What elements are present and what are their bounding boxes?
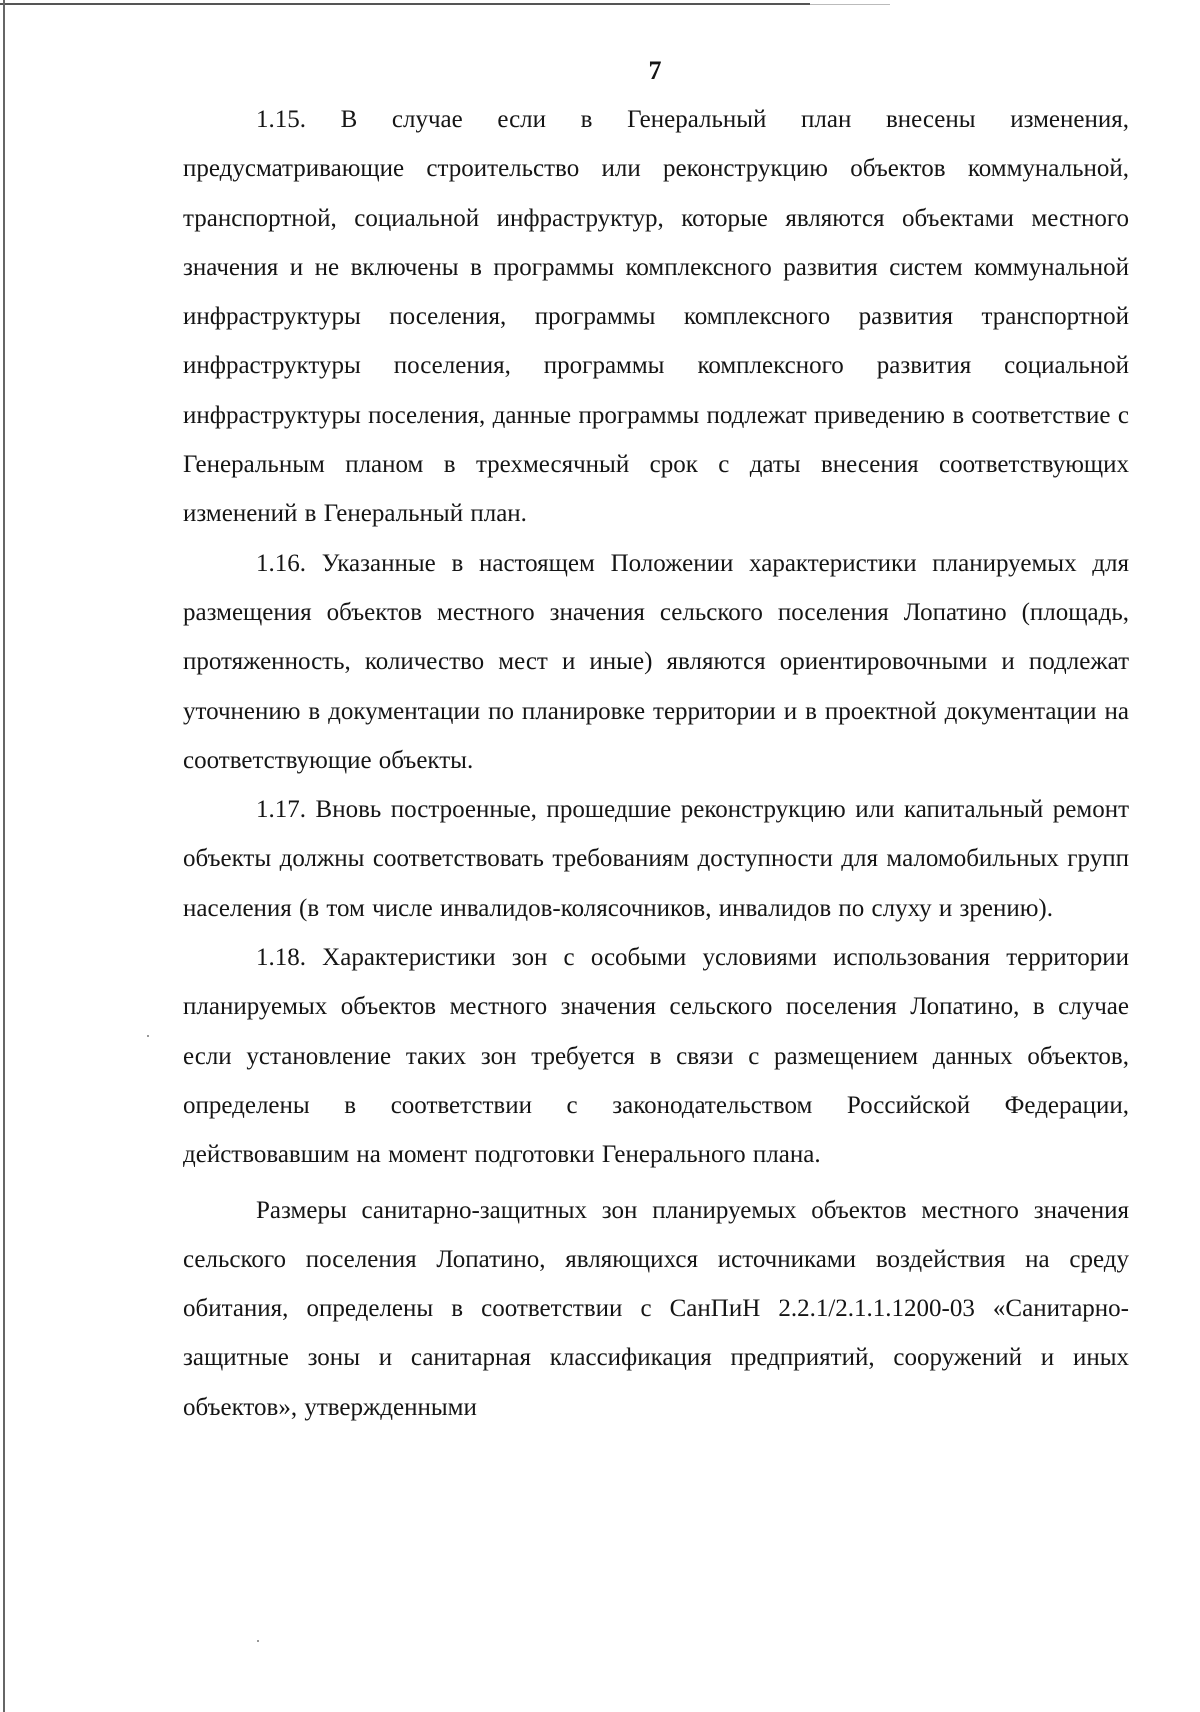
paragraph-1-15: 1.15. В случае если в Генеральный план внесены изменения, предусматривающие строительство или реконструкцию объектов коммунальной, транспортной, социальной инфраструктур, которые являются объектами местного значения и не включены в программы комплексного развития систем коммунальной инфраструктуры поселения, программы комплексного развития транспортной инфраструктуры поселения, программы комплексного развития социальной инфраструктуры поселения, данные программы подлежат приведению в соответствие с Генеральным планом в трехмесячный срок с даты внесения соответствующих изменений в Генеральный план. bbox=[183, 106, 1129, 528]
document-body bbox=[183, 95, 1129, 1432]
paragraph-sanitary-zones: Размеры санитарно-защитных зон планируемых объектов местного значения сельского поселения Лопатино, являющихся источниками воздействия на среду обитания, определены в соответствии с СанПиН 2.2.1/2.1.1.1200-03 «Санитарно-защитные зоны и санитарная классификация предприятий, сооружений и иных объектов», утвержденными bbox=[183, 1196, 1129, 1421]
scan-speck bbox=[147, 1035, 149, 1037]
paragraph-1-18: 1.18. Характеристики зон с особыми условиями использования территории планируемых объектов местного значения сельского поселения Лопатино, в случае если установление таких зон требуется в связи с размещением данных объектов, определены в соответствии с законодательством Российской Федерации, действовавшим на момент подготовки Генерального плана. bbox=[183, 944, 1129, 1169]
scan-speck bbox=[257, 1640, 259, 1642]
paragraph-1-17: 1.17. Вновь построенные, прошедшие реконструкцию или капитальный ремонт объекты должны соответствовать требованиям доступности для маломобильных групп населения (в том числе инвалидов-колясочников, инвалидов по слуху и зрению). bbox=[183, 796, 1129, 922]
scan-edge-top-faint bbox=[810, 4, 890, 5]
paragraph-1-16: 1.16. Указанные в настоящем Положении характеристики планируемых для размещения объектов местного значения сельского поселения Лопатино (площадь, протяженность, количество мест и иные) являются ориентировочными и подлежат уточнению в документации по планировке территории и в проектной документации на соответствующие объекты. bbox=[183, 549, 1129, 774]
scan-edge-left bbox=[3, 0, 5, 1712]
page-number: 7 bbox=[648, 56, 662, 85]
scan-edge-top bbox=[0, 3, 810, 5]
